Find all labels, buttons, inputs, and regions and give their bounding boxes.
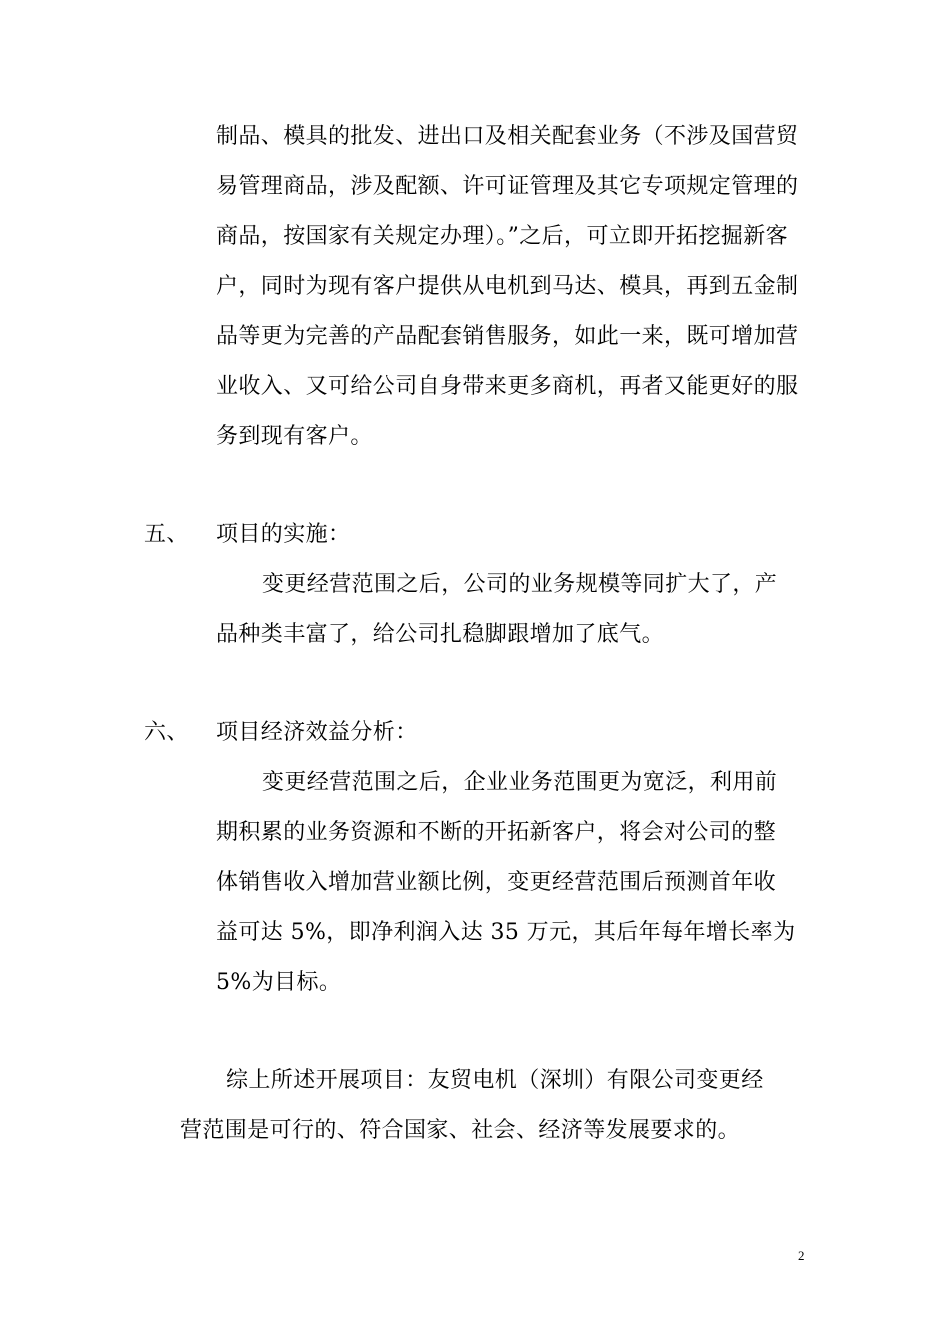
text-line: 品等更为完善的产品配套销售服务，如此一来，既可增加营	[216, 324, 799, 349]
text-line: 制品、模具的批发、进出口及相关配套业务（不涉及国营贸	[216, 124, 799, 149]
text-line: 户，同时为现有客户提供从电机到马达、模具，再到五金制	[216, 274, 799, 299]
section-heading: 项目经济效益分析：	[216, 720, 418, 745]
section-heading: 项目的实施：	[216, 522, 351, 547]
text-line: 品种类丰富了，给公司扎稳脚跟增加了底气。	[216, 622, 665, 647]
text-line: 营范围是可行的、符合国家、社会、经济等发展要求的。	[180, 1118, 741, 1143]
text-line: 体销售收入增加营业额比例，变更经营范围后预测首年收	[216, 870, 777, 895]
text-line: 5%为目标。	[216, 970, 342, 995]
section-number: 六、	[144, 720, 189, 745]
text-line: 务到现有客户。	[216, 424, 373, 449]
text-line: 变更经营范围之后，公司的业务规模等同扩大了，产	[262, 572, 778, 597]
text-line: 易管理商品，涉及配额、许可证管理及其它专项规定管理的	[216, 174, 799, 199]
text-line: 综上所述开展项目：友贸电机（深圳）有限公司变更经	[226, 1068, 764, 1093]
text-line: 商品，按国家有关规定办理）。”之后，可立即开拓挖掘新客	[216, 224, 789, 249]
section-number: 五、	[144, 522, 189, 547]
text-line: 益可达 5%，即净利润入达 35 万元，其后年每年增长率为	[216, 920, 796, 945]
text-line: 变更经营范围之后，企业业务范围更为宽泛，利用前	[262, 770, 778, 795]
page-number: 2	[798, 1248, 805, 1263]
text-line: 业收入、又可给公司自身带来更多商机，再者又能更好的服	[216, 374, 799, 399]
text-line: 期积累的业务资源和不断的开拓新客户，将会对公司的整	[216, 820, 777, 845]
